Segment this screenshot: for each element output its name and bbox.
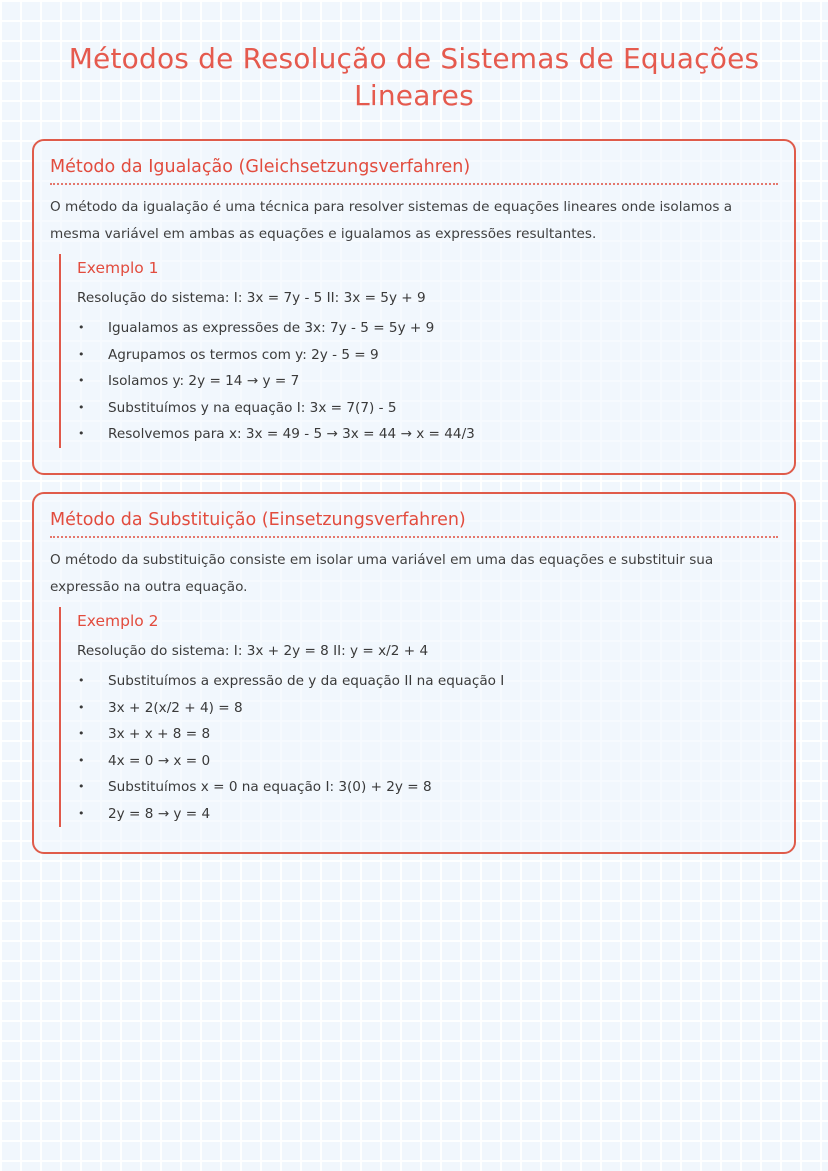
steps-list — [77, 668, 778, 827]
example-title: Exemplo 1 — [77, 259, 159, 277]
bullet-icon: • — [78, 427, 85, 440]
section-igualacao — [32, 139, 796, 475]
list-item — [77, 315, 778, 342]
step-text: Resolvemos para x: 3x = 49 - 5 → 3x = 44 → x = 44/3 — [108, 426, 475, 442]
bullet-icon: • — [78, 727, 85, 740]
section-substituicao — [32, 492, 796, 854]
list-item — [77, 395, 778, 422]
section-description: O método da substituição consiste em isolar uma variável em uma das equações e substituir sua expressão na outra equação. — [50, 552, 714, 595]
list-item — [77, 695, 778, 722]
list-item — [77, 342, 778, 369]
section-description: O método da igualação é uma técnica para resolver sistemas de equações lineares onde isolamos a mesma variável em ambas as equações e igualamos as expressões resultantes. — [50, 199, 733, 242]
step-text: Agrupamos os termos com y: 2y - 5 = 9 — [108, 346, 379, 363]
step-text: Substituímos a expressão de y da equação II na equação I — [108, 673, 505, 689]
step-text: Igualamos as expressões de 3x: 7y - 5 = 5y + 9 — [108, 320, 435, 336]
bullet-icon: • — [78, 374, 85, 387]
step-text: 3x + x + 8 = 8 — [108, 726, 211, 742]
section-heading: Método da Igualação (Gleichsetzungsverfahren) — [50, 155, 778, 185]
example-box — [59, 254, 778, 448]
list-item — [77, 748, 778, 775]
step-text: 4x = 0 → x = 0 — [108, 752, 211, 769]
list-item — [77, 668, 778, 695]
list-item — [77, 774, 778, 801]
bullet-icon: • — [78, 674, 85, 687]
step-text: Substituímos y na equação I: 3x = 7(7) - 5 — [108, 399, 397, 416]
step-text: 3x + 2(x/2 + 4) = 8 — [108, 699, 243, 716]
bullet-icon: • — [78, 780, 85, 793]
bullet-icon: • — [78, 753, 85, 767]
list-item — [77, 721, 778, 748]
bullet-icon: • — [78, 700, 85, 714]
bullet-icon: • — [78, 400, 85, 414]
steps-list — [77, 315, 778, 448]
bullet-icon: • — [78, 806, 85, 820]
step-text: Isolamos y: 2y = 14 → y = 7 — [108, 373, 300, 389]
section-heading: Método da Substituição (Einsetzungsverfahren) — [50, 508, 778, 538]
bullet-icon: • — [78, 321, 85, 334]
example-box — [59, 607, 778, 827]
step-text: Substituímos x = 0 na equação I: 3(0) + 2y = 8 — [108, 779, 432, 795]
example-intro: Resolução do sistema: I: 3x = 7y - 5 II: 3x = 5y + 9 — [77, 290, 426, 306]
list-item — [77, 368, 778, 395]
example-title: Exemplo 2 — [77, 612, 159, 630]
step-text: 2y = 8 → y = 4 — [108, 805, 211, 822]
page-title: Métodos de Resolução de Sistemas de Equações Lineares — [68, 42, 760, 112]
list-item — [77, 801, 778, 828]
example-intro: Resolução do sistema: I: 3x + 2y = 8 II: y = x/2 + 4 — [77, 643, 429, 659]
list-item — [77, 421, 778, 448]
bullet-icon: • — [78, 347, 85, 361]
